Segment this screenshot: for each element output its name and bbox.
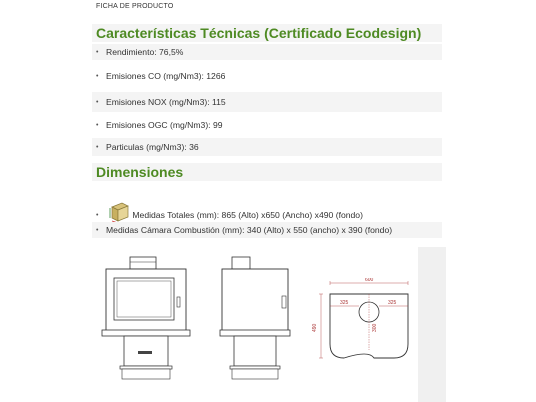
bullet-icon: • <box>96 212 99 219</box>
bullet-icon: • <box>96 144 99 151</box>
bullet-icon: • <box>96 227 99 234</box>
bullet-icon: • <box>96 49 99 56</box>
center-depth-label: 300 <box>372 323 378 332</box>
right-half-label: 325 <box>388 300 397 306</box>
list-item: • Particulas (mg/Nm3): 36 <box>96 142 199 152</box>
list-item: • Rendimiento: 76,5% <box>96 47 184 57</box>
depth-label: 490 <box>312 323 318 332</box>
list-item: • Medidas Totales (mm): 865 (Alto) x650 (Ancho) x490 (fondo) <box>96 200 363 227</box>
diagram-side-panel <box>418 247 446 402</box>
top-width-label: 600 <box>365 278 374 283</box>
bullet-icon: • <box>96 73 99 80</box>
stove-front-view <box>100 250 196 390</box>
dimensions-section-title: Dimensiones <box>96 164 184 180</box>
bullet-icon: • <box>96 122 99 129</box>
list-item: • Emisiones NOX (mg/Nm3): 115 <box>96 97 226 107</box>
technical-section-title: Características Técnicas (Certificado Ecodesign) <box>96 25 422 41</box>
list-item: • Emisiones OGC (mg/Nm3): 99 <box>96 120 223 130</box>
stove-side-view <box>218 250 298 390</box>
bullet-icon: • <box>96 99 99 106</box>
list-item: • Emisiones CO (mg/Nm3): 1266 <box>96 71 226 81</box>
stove-top-view <box>310 278 416 370</box>
page-header-label: FICHA DE PRODUCTO <box>96 3 174 10</box>
list-item: • Medidas Cámara Combustión (mm): 340 (Alto) x 550 (ancho) x 390 (fondo) <box>96 225 393 235</box>
left-half-label: 325 <box>340 300 349 306</box>
